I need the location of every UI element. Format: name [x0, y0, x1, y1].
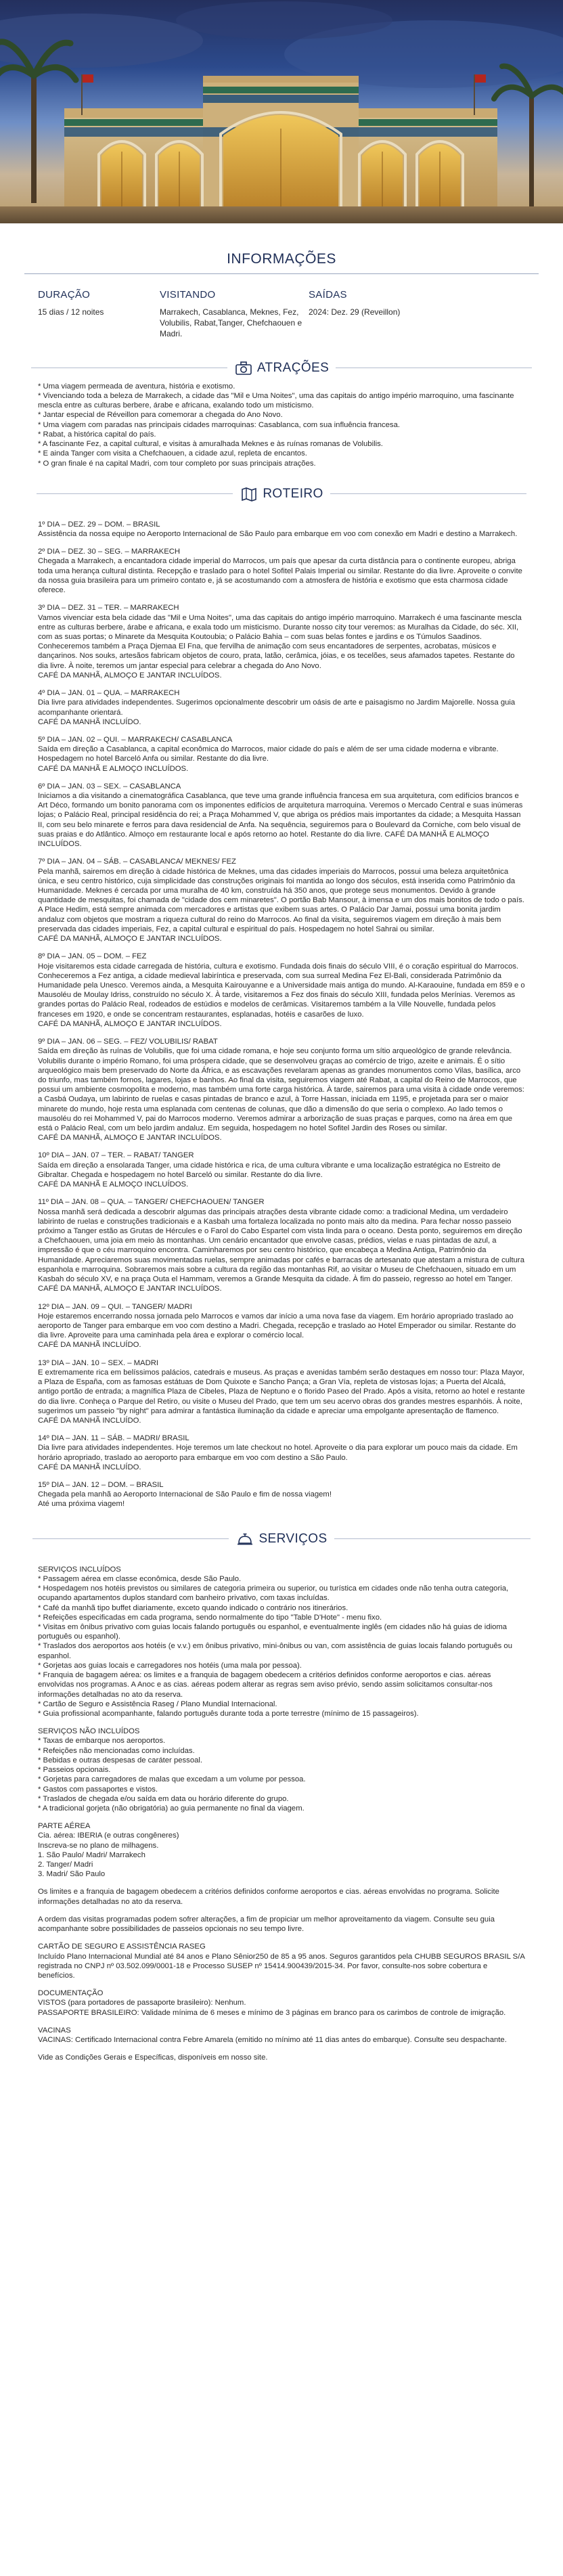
duracao-column — [38, 289, 160, 339]
servicos-rule-left — [32, 1538, 229, 1539]
atracao-item: * E ainda Tanger com visita a Chefchaouen, a cidade azul, repleta de encantos. — [38, 449, 307, 458]
service-line: * Traslados dos aeroportos aos hotéis (e v.v.) em ônibus privativo, mini-ônibus ou van, com assistência de guias locais falando português ou espanhol. — [38, 1642, 512, 1660]
day-description: Pela manhã, sairemos em direção à cidade histórica de Meknes, uma das cidades imperiais do Marrocos, possui uma beleza arquitetônica única, e seu centro histórico, cuja simplicidade das construções originais foi mantida ao longo dos séculos, está inserida como Patrimônio da Humanidade. Meknes é cercada por uma muralha de 40 km, construída há 350 anos, que protege seus monumentos. Devido à grande quantidade de mesquitas, foi chamada de "cidade dos cem minaretes". O portão Bab Mansour, à imensa e um dos mais bonitos de todo o país. A Place Hedim, está sempre animada com mercadores e artistas que exibem suas artes. O Palácio Dar Jamai, possui uma bonita jardim andaluz com objetos que mostram a riqueza cultural do reino do Marrocos. Ao final da visita, seguiremos viagem em direção à mais bem preservada das cidades imperiais, Fez, a capital cultural e espiritual do país. Hospedagem no hotel Sahrai ou similar. — [38, 867, 524, 933]
itinerary-day — [38, 1358, 525, 1426]
service-block — [38, 2026, 525, 2045]
servicos-list — [0, 1565, 563, 2063]
day-description: Hoje visitaremos esta cidade carregada de história, cultura e exotismo. Fundada dois finais do século VIII, é o coração espiritual do Marrocos. Conheceremos a Fez antiga, a cidade medieval labiríntica e preservada, com sua surreal Medina Fez El-Bali, considerada Patrimônio da Humanidade pela Unesco. Veremos ainda, a Mesquita Kairouyanne e a Universidade mais antiga do mundo. Al-Karaouine, fundada em 859 e o Mausoléu de Moulay Idriss, construído no século X. À tarde, visitaremos a Fez dos finais do século XIII, fundada pelos Merínias. Veremos as grandes portas do Palácio Real, rodeados de estúdios e modelos de cerâmicas. Visitaremos também a la Ville Nouvelle, fundada pelos franceses em 1920, e onde se concentram restaurantes, esplanadas, hotéis e casarões de luxo. — [38, 962, 525, 1019]
day-spacer — [38, 595, 525, 603]
roteiro-list — [0, 520, 563, 1509]
service-line: Vide as Condições Gerais e Específicas, disponíveis em nosso site. — [38, 2053, 268, 2062]
day-description: Saída em direção às ruínas de Volubilis, que foi uma cidade romana, e hoje seu conjunto forma um sítio arqueológico de grande relevância. Volubilis durante o império Romano, foi uma próspera cidade, que se desenvolveu graças ao comércio de trigo, azeite e animais. É o sítio arqueológico mais bem preservado do Norte da África, e as escavações revelaram apenas as grandes monumentos como Vilas, basílica, arco do triunfo, mas também fornos, lagares, lojas e banhos. Ao final da visita, seguiremos viagem até Rabat, a capital do Reino de Marrocos, que possui um ambiente cosmopolita e moderno, mas também uma forte carga histórica. À tarde, sairemos para uma visita à cidade onde veremos: a Casbá Oudaya, um labirinto de ruelas e casas pintadas de branco e azul, à Torre Hassan, iniciada em 1195, e projetada para ser o maior minarete do mundo, hoje resta uma esplanada com centenas de colunas, que dão a dimensão do que seria o complexo. Ao lado temos o mausoléu do rei Mohammed V, pai do Marrocos moderno. Veremos admirar a arborização de suas praças e parques, como na área em que está o Palácio Real, com um belo jardim andaluz. Em seguida, hospedagem no hotel Sofitel Jardin des Roses ou similar. — [38, 1047, 524, 1133]
service-line: A ordem das visitas programadas podem sofrer alterações, a fim de propiciar um melhor aproveitamento da viagem. Consulte seu guia acompanhante sobre possibilidades de passeios opcionais no seu tempo livre. — [38, 1915, 495, 1934]
service-line: Cia. aérea: IBERIA (e outras congêneres) — [38, 1831, 179, 1840]
day-spacer — [38, 774, 525, 782]
service-line: * Franquia de bagagem aérea: os limites e a franquia de bagagem obedecem a critérios definidos conforme aeroportos e cias. aéreas envolvidas nos programas. A Anoc e as cias. aéreas podem alterar as regras sem aviso prévio, sendo assim solicitamos consultar-nos informações detalhadas no ato da reserva. — [38, 1671, 493, 1699]
day-title: 11º DIA – JAN. 08 – QUA. – TANGER/ CHEFCHAOUEN/ TANGER — [38, 1198, 265, 1207]
day-meals: CAFÉ DA MANHÃ, ALMOÇO E JANTAR INCLUÍDOS. — [38, 671, 222, 680]
day-description: Chegada pela manhã ao Aeroporto Internacional de São Paulo e fim de nossa viagem! — [38, 1490, 332, 1499]
atracao-item: * Rabat, a histórica capital do país. — [38, 430, 156, 439]
service-line: * Gorjetas aos guias locais e carregadores nos hotéis (uma mala por pessoa). — [38, 1661, 302, 1670]
service-block — [38, 1989, 525, 2018]
service-line: VISTOS (para portadores de passaporte brasileiro): Nenhum. — [38, 1999, 246, 2007]
service-line: * Refeições não mencionadas como incluídas. — [38, 1746, 195, 1755]
service-line: Incluído Plano Internacional Mundial até 84 anos e Plano Sênior250 de 85 a 95 anos. Seguros garantidos pela CHUBB SEGUROS BRASIL S/A registrada no CNPJ nº 03.502.099/0001-18 e Processo SUSEP nº 15414.900439/2015-34. Por favor, consulte-nos sobre cobertura e benefícios. — [38, 1952, 525, 1980]
day-title: 14º DIA – JAN. 11 – SÁB. – MADRI/ BRASIL — [38, 1434, 189, 1443]
camera-icon — [234, 359, 253, 378]
atracoes-header — [0, 359, 563, 378]
service-spacer — [38, 1879, 525, 1887]
trip-info — [0, 274, 563, 339]
service-line: * Café da manhã tipo buffet diariamente, exceto quando indicado o contrário nos itinerários. — [38, 1603, 348, 1612]
service-line: Inscreva-se no plano de milhagens. — [38, 1841, 159, 1850]
service-line: * Passeios opcionais. — [38, 1766, 111, 1775]
day-description: Dia livre para atividades independentes. Hoje teremos um late checkout no hotel. Aproveite o dia para explorar um pouco mais da cidade. Em horário apropriado, traslado ao aeroporto para embarque em voo com destino a São Paulo. — [38, 1444, 518, 1462]
day-meals: CAFÉ DA MANHÃ, ALMOÇO E JANTAR INCLUÍDOS. — [38, 1134, 222, 1142]
service-line: * Guia profissional acompanhante, falando português durante toda a porte terrestre (mínimo de 15 passageiros). — [38, 1709, 419, 1718]
service-line: DOCUMENTAÇÃO — [38, 1989, 104, 1998]
day-title: 12º DIA – JAN. 09 – QUI. – TANGER/ MADRI — [38, 1302, 192, 1311]
itinerary-day — [38, 1151, 525, 1189]
day-description: E extremamente rica em belíssimos palácios, catedrais e museus. As praças e avenidas também serão destaques em nosso tour: Plaza Mayor, a Plaza de España, com as famosas estátuas de Dom Quixote e Sancho Pança; a Gran Vía, repleta de vistosas lojas; a Puerta del Alcalá, antigo portão de entrada; a magnífica Plaza de Cibeles, Plaza de Neptuno e o florido Paseo del Prado. Após a visita, retorno ao hotel e restante do dia livre. Conheça o Parque del Retiro, ou visite o Museu del Prado, que tem um seu acervo obras dos grandes mestres espanhóis. À noite, sugerimos um passeio "by night" para admirar a fantástica iluminação da cidade e apreciar uma empolgante apresentação de flamenco. — [38, 1368, 525, 1415]
saidas-label: SAÍDAS — [309, 289, 347, 301]
service-line: * Taxas de embarque nos aeroportos. — [38, 1737, 166, 1746]
atracao-item: * Vivenciando toda a beleza de Marrakech, a cidade das "Mil e Uma Noites", uma das capitais do antigo império marroquino, uma fascinante mescla entre as culturas berbere, árabe e africana, exalando todo um misticismo. — [38, 392, 514, 410]
day-description: Saída em direção a Casablanca, a capital econômica do Marrocos, maior cidade do país e além de ser uma cidade moderna e vibrante. Hospedagem no hotel Barceló Anfa ou similar. Restante do dia livre. — [38, 745, 499, 763]
visitando-label: VISITANDO — [160, 289, 216, 301]
day-meals: CAFÉ DA MANHÃ INCLUÍDO. — [38, 1416, 141, 1425]
service-line: * Cartão de Seguro e Assistência Raseg / Plano Mundial Internacional. — [38, 1700, 277, 1708]
service-line: SERVIÇOS NÃO INCLUÍDOS — [38, 1727, 140, 1736]
service-line: VACINAS — [38, 2026, 71, 2035]
itinerary-day — [38, 603, 525, 680]
service-line: * Visitas em ônibus privativo com guias locais falando português ou espanhol, e eventualmente inglês (em cidades não há guias de idioma português ou espanhol). — [38, 1623, 508, 1641]
roteiro-rule-right — [330, 493, 526, 494]
day-meals: CAFÉ DA MANHÃ INCLUÍDO. — [38, 717, 141, 726]
day-title: 5º DIA – JAN. 02 – QUI. – MARRAKECH/ CASABLANCA — [38, 735, 233, 744]
service-spacer — [38, 1718, 525, 1727]
duracao-label: DURAÇÃO — [38, 289, 91, 301]
day-spacer — [38, 1294, 525, 1302]
atracoes-list — [0, 382, 563, 468]
day-title: 8º DIA – JAN. 05 – DOM. – FEZ — [38, 952, 147, 961]
itinerary-day — [38, 1197, 525, 1293]
day-spacer — [38, 1029, 525, 1037]
palace-gate-photo-icon — [0, 0, 563, 223]
day-title: 9º DIA – JAN. 06 – SEG. – FEZ/ VOLUBILIS/ RABAT — [38, 1038, 218, 1046]
map-icon — [240, 485, 258, 504]
service-line: * Gorjetas para carregadores de malas que excedam a um volume por pessoa. — [38, 1775, 306, 1784]
day-spacer — [38, 539, 525, 547]
day-description: Saída em direção a ensolarada Tanger, uma cidade histórica e rica, de uma cultura vibrante e uma localização estratégica no Estreito de Gibraltar. Chegada e hospedagem no hotel Barceló ou similar. Restante do dia livre. — [38, 1161, 501, 1179]
day-meals: CAFÉ DA MANHÃ, ALMOÇO E JANTAR INCLUÍDOS. — [38, 935, 222, 943]
day-title: 15º DIA – JAN. 12 – DOM. – BRASIL — [38, 1481, 164, 1490]
servicos-title: SERVIÇOS — [258, 1531, 328, 1546]
day-meals: CAFÉ DA MANHÃ INCLUÍDO. — [38, 1463, 141, 1471]
service-block — [38, 1565, 525, 1719]
day-meals: CAFÉ DA MANHÃ, ALMOÇO E JANTAR INCLUÍDOS. — [38, 1019, 222, 1028]
concierge-bell-icon — [235, 1530, 254, 1549]
day-title: 2º DIA – DEZ. 30 – SEG. – MARRAKECH — [38, 548, 181, 556]
atracoes-title: ATRAÇÕES — [256, 360, 330, 375]
itinerary-day — [38, 735, 525, 774]
itinerary-day — [38, 547, 525, 595]
day-description: Iniciamos a dia visitando a cinematográfica Casablanca, que teve uma grande influência francesa em sua arquitetura, com edifícios brancos e Art Déco, formando um bonito panorama com os imponentes edifícios de arquitetura marroquina. Veremos o Mercado Central e suas inúmeras lojas; o Palácio Real, principal residência do rei; a Praça Mohammed V, que abriga os prédios mais importantes da cidade; a Mesquita Hassan II, com seu belo minarete e ferros para dava residencial de Anfa. Na sequência, seguiremos para o Boulevard da Corniche, com belo visual de suas praias e do Atlântico. Almoço em restaurante local e após retorno ao hotel. Restante do dia livre. CAFÉ DA MANHÃ E ALMOÇO INCLUÍDOS. — [38, 792, 523, 849]
roteiro-title: ROTEIRO — [263, 486, 323, 501]
day-title: 4º DIA – JAN. 01 – QUA. – MARRAKECH — [38, 689, 180, 698]
service-spacer — [38, 1934, 525, 1942]
service-spacer — [38, 2045, 525, 2053]
itinerary-day — [38, 857, 525, 943]
service-line: * Hospedagem nos hotéis previstos ou similares de categoria primeira ou superior, ou turística em cidades onde não tenha outra categoria, ocupando apartamentos duplos standard com banheiro privativo, com taxas incluídas. — [38, 1584, 509, 1603]
day-meals: Até uma próxima viagem! — [38, 1500, 125, 1509]
day-description: Assistência da nossa equipe no Aeroporto Internacional de São Paulo para embarque em voo com conexão em Madri e destino a Marrakech. — [38, 530, 518, 539]
atracao-item: * Uma viagem com paradas nas principais cidades marroquinas: Casablanca, com sua influência francesa. — [38, 420, 400, 429]
service-line: Os limites e a franquia de bagagem obedecem a critérios definidos conforme aeroportos e cias. aéreas envolvidas no programa. Solicite informações detalhadas no ato da reserva. — [38, 1888, 499, 1906]
service-spacer — [38, 1907, 525, 1915]
service-line: 3. Madri/ São Paulo — [38, 1870, 106, 1879]
saidas-value: 2024: Dez. 29 (Reveillon) — [309, 307, 401, 317]
day-spacer — [38, 680, 525, 688]
day-spacer — [38, 1142, 525, 1151]
service-line: * Bebidas e outras despesas de caráter pessoal. — [38, 1756, 203, 1764]
itinerary-day — [38, 688, 525, 727]
roteiro-header — [0, 485, 563, 504]
visitando-column — [160, 289, 309, 339]
roteiro-heading — [240, 485, 323, 504]
day-description: Dia livre para atividades independentes. Sugerimos opcionalmente descobrir um oásis de arte e paisagismo no Jardim Majorelle. Nossa guia acompanhante orientará. — [38, 698, 516, 717]
day-spacer — [38, 849, 525, 857]
roteiro-rule-left — [37, 493, 233, 494]
itinerary-day — [38, 782, 525, 849]
service-block — [38, 2053, 525, 2062]
day-spacer — [38, 943, 525, 952]
service-spacer — [38, 1813, 525, 1821]
service-line: * Gastos com passaportes e vistos. — [38, 1785, 158, 1794]
day-title: 7º DIA – JAN. 04 – SÁB. – CASABLANCA/ MEKNES/ FEZ — [38, 858, 236, 866]
service-block — [38, 1942, 525, 1980]
day-spacer — [38, 727, 525, 735]
hero-banner — [0, 0, 563, 223]
service-line: PASSAPORTE BRASILEIRO: Validade mínima de 6 meses e mínimo de 3 páginas em branco para os carimbos de controle de imigração. — [38, 2008, 506, 2017]
atracao-item: * O gran finale é na capital Madri, com tour completo por suas principais atrações. — [38, 459, 316, 468]
day-spacer — [38, 1189, 525, 1197]
servicos-header — [0, 1530, 563, 1549]
informacoes-title: INFORMAÇÕES — [227, 251, 336, 267]
service-line: PARTE AÉREA — [38, 1822, 91, 1831]
itinerary-day — [38, 1302, 525, 1350]
atracoes-heading — [234, 359, 329, 378]
day-title: 10º DIA – JAN. 07 – TER. – RABAT/ TANGER — [38, 1151, 194, 1160]
day-spacer — [38, 1472, 525, 1480]
service-block — [38, 1915, 525, 1934]
visitando-value: Marrakech, Casablanca, Meknes, Fez, Volubilis, Rabat,Tanger, Chefchaouen e Madri. — [160, 307, 302, 338]
day-meals: CAFÉ DA MANHÃ, ALMOÇO E JANTAR INCLUÍDOS. — [38, 1285, 222, 1293]
service-block — [38, 1887, 525, 1906]
day-title: 13º DIA – JAN. 10 – SEX. – MADRI — [38, 1358, 159, 1367]
service-spacer — [38, 1980, 525, 1989]
itinerary-day — [38, 1434, 525, 1472]
servicos-rule-right — [334, 1538, 531, 1539]
day-title: 3º DIA – DEZ. 31 – TER. – MARRAKECH — [38, 604, 179, 613]
service-line: * Traslados de chegada e/ou saída em data ou horário diferente do grupo. — [38, 1794, 289, 1803]
day-description: Nossa manhã será dedicada a descobrir algumas das principais atrações desta vibrante cidade como: a tradicional Medina, um verdadeiro labirinto de ruelas e construções tradicionais e a Kasbah uma fortaleza localizada no ponto mais alto da medina. Para fechar nosso passeio próximo a Tanger estão as Grutas de Hércules e o Farol do Cabo Espartel com vista linda para o oceano. Desta ponto, seguiremos em direção a Chefchaouen, uma joia em meio às montanhas. Um cenário encantador que envolve casas, prédios, vielas e ruas pintadas de azul, a impressão é que o céu marroquino encontra. Caminharemos por seu centro histórico, que encabeça a Medina Antiga, Patrimônio da Humanidade. Apreciaremos suas movimentadas ruelas, sempre animadas por cafés e barracas de artesanato que atestam a mistura de cultura espanhola e marroquina. Sobraremos mais sobre a cultura da região das montanhas Rif, ao visitar o Museu de Chefchaouen, situado em um Kasbah do século XV, e na praça Outa el Hammam, veremos a Grande Mesquita da cidade. À fim do passeio, regresso ao hotel em Tanger. — [38, 1207, 524, 1284]
service-spacer — [38, 2018, 525, 2026]
atracao-item: * Jantar especial de Réveillon para comemorar a chegada do Ano Novo. — [38, 411, 283, 420]
atracao-item: * Uma viagem permeada de aventura, história e exotismo. — [38, 382, 235, 391]
service-line: * A tradicional gorjeta (não obrigatória) ao guia permanente no final da viagem. — [38, 1804, 305, 1813]
service-line: CARTÃO DE SEGURO E ASSISTÊNCIA RASEG — [38, 1942, 206, 1951]
service-line: 1. São Paulo/ Madri/ Marrakech — [38, 1850, 145, 1859]
atracao-item: * A fascinante Fez, a capital cultural, e visitas à amuralhada Meknes e às ruínas romanas de Volubilis. — [38, 440, 383, 449]
service-line: * Passagem aérea em classe econômica, desde São Paulo. — [38, 1574, 242, 1583]
itinerary-day — [38, 1037, 525, 1142]
day-meals: CAFÉ DA MANHÃ E ALMOÇO INCLUÍDOS. — [38, 764, 189, 773]
day-spacer — [38, 1350, 525, 1358]
itinerary-day — [38, 952, 525, 1029]
service-block — [38, 1727, 525, 1813]
itinerary-day — [38, 1480, 525, 1509]
day-description: Hoje estaremos encerrando nossa jornada pelo Marrocos e vamos dar início a uma nova fase da viagem. Em horário apropriado traslado ao aeroporto de Tanger para embarque em voo com destino a Madri. Chegada, recepção e traslado ao Hotel Emperador ou similar. Restante do dia livre. Aproveite para uma caminhada pela área e explorar o comércio local. — [38, 1312, 516, 1340]
day-description: Chegada a Marrakech, a encantadora cidade imperial do Marrocos, um país que apesar da curta distância para o continente europeu, abriga toda uma herança cultural distinta. Recepção e traslado para o hotel Sofitel Palais Imperial ou similar. Restante do dia livre. Aproveite o convite da nossa guia brasileira para um primeiro contato e, já se acostumando com a atmosfera de história e exotismo que esta charmosa cidade oferece. — [38, 557, 522, 595]
service-line: VACINAS: Certificado Internacional contra Febre Amarela (emitido no mínimo até 11 dias antes do embarque). Consulte seu despachante. — [38, 2036, 507, 2045]
servicos-heading — [235, 1530, 327, 1549]
service-block — [38, 1821, 525, 1879]
saidas-column — [309, 289, 457, 339]
duracao-value: 15 dias / 12 noites — [38, 307, 104, 317]
service-line: 2. Tanger/ Madri — [38, 1861, 93, 1869]
service-line: SERVIÇOS INCLUÍDOS — [38, 1565, 121, 1574]
service-line: * Refeições especificadas em cada programa, sendo normalmente do tipo "Table D'Hote" - menu fixo. — [38, 1613, 382, 1622]
day-spacer — [38, 1425, 525, 1434]
day-meals: CAFÉ DA MANHÃ E ALMOÇO INCLUÍDOS. — [38, 1180, 189, 1189]
itinerary-day — [38, 520, 525, 539]
day-description: Vamos vivenciar esta bela cidade das "Mil e Uma Noites", uma das capitais do antigo império marroquino. Marrakech é uma fascinante mescla entre as culturas berbere, árabe e africana, e exala todo um misticismo. Durante nosso city tour veremos: as Muralhas da Cidade, do séc. XII, com as suas portas; o Minarete da Mesquita Koutoubia; o Palácio Bahia – com suas belas fontes e jardins e os Túmulos Saadinos. Conheceremos também a Praça Djemaa El Fna, que fervilha de animação com seus encantadores de serpentes, acrobatas, músicos e dançarinos. Nos souks, artesãos fabricam objetos de couro, prata, latão, cerâmica, jóias, e os tecelões, seus afamados tapetes. Restante do dia livre. À noite, teremos um jantar especial para celebrar a chegada do Ano Novo. — [38, 613, 522, 670]
day-meals: CAFÉ DA MANHÃ INCLUÍDO. — [38, 1341, 141, 1350]
day-title: 1º DIA – DEZ. 29 – DOM. – BRASIL — [38, 520, 160, 529]
day-title: 6º DIA – JAN. 03 – SEX. – CASABLANCA — [38, 782, 181, 791]
